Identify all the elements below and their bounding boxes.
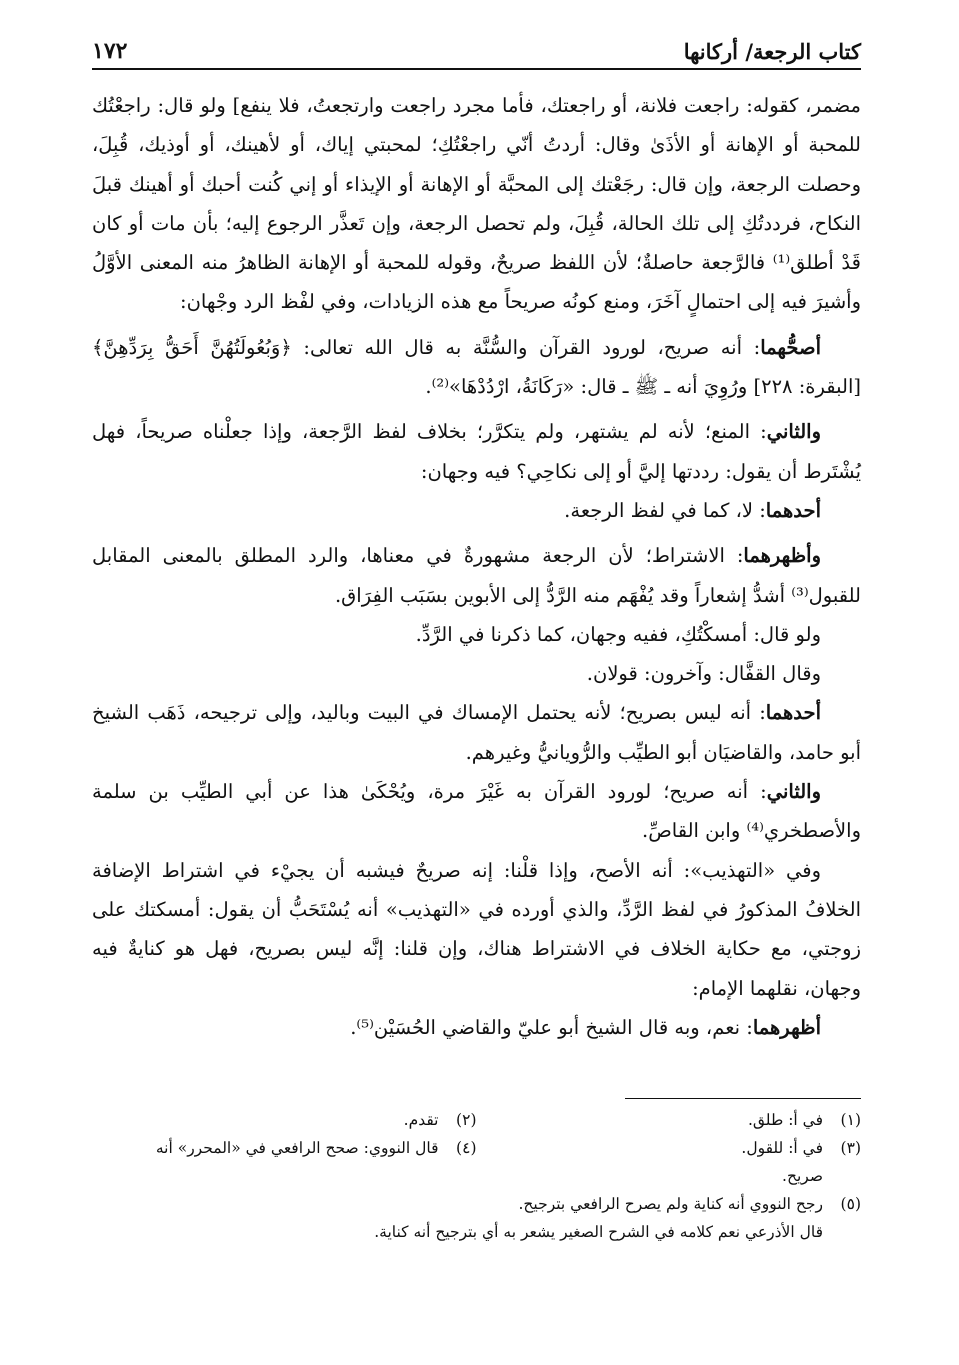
- footnote: [92, 1134, 477, 1162]
- paragraph-lead: أصحُّهما: [760, 335, 821, 359]
- footnote-row: [92, 1134, 861, 1162]
- footnote-number: (٢): [456, 1111, 477, 1129]
- paragraph-lead: أظهرهما: [752, 1015, 821, 1039]
- footnote-number: (٣): [840, 1139, 861, 1157]
- main-text: [92, 86, 861, 1047]
- paragraph-lead: أحدهما: [765, 701, 821, 725]
- paragraph: [92, 491, 861, 530]
- footnote-text: رجح النووي أنه كناية ولم يصرح الرافعي بترجيح.: [518, 1195, 823, 1213]
- footnote-continuation: صريح.: [782, 1167, 823, 1185]
- paragraph-text: : نعم، وبه قال الشيخ أبو عليّ والقاضي الحُسَيْن⁽⁵⁾.: [350, 1015, 753, 1039]
- paragraph: [92, 693, 861, 772]
- paragraph-text: : أنه ليس بصريح؛ لأنه يحتمل الإمساك في البيت وباليد، وإلى ترجيحه، ذَهَب الشيخ أبو حامد، والقاضيَان أبو الطيِّب والرُّويانيُّ وغيرهم.: [92, 701, 861, 764]
- paragraph-text: : المنع؛ لأنه لم يشتهر، ولم يتكرَّر؛ بخلاف لفظ الرَّجعة، وإذا جعلْناه صريحاً، فهل يُشْتَرط أن يقول: رددتها إليَّ أو إلى نكاحِي؟ فيه وجهان:: [92, 420, 861, 483]
- paragraph-text: : الاشتراط؛ لأن الرجعة مشهورةٌ في معناها، والرد المطلق بالمعنى المقابل للقبول⁽³⁾ أشدُّ إشعاراً وقد يُفْهَم منه الرَّدُّ إلى الأبوين بسَبَب الفِرَاق.: [92, 544, 861, 607]
- footnote-divider: [625, 1098, 861, 1099]
- chapter-title: كتاب الرجعة/ أركانها: [683, 39, 861, 64]
- paragraph: [92, 851, 861, 1008]
- paragraph: [92, 1008, 861, 1047]
- paragraph-lead: أحدهما: [765, 498, 821, 522]
- footnote-text: قال النووي: صحح الرافعي في «المحرر» أنه: [155, 1139, 439, 1157]
- paragraph: [92, 412, 861, 491]
- paragraph: [92, 615, 861, 654]
- paragraph-text: : أنه صريح؛ لورود القرآن به غَيْرَ مرة، ويُحْكَىٰ هذا عن أبي الطيِّب بن سلمة والأصطخري⁽⁴⁾ وابن القاصِّ.: [92, 780, 861, 843]
- footnote-text: في أ: طلق.: [747, 1111, 823, 1129]
- footnote-row: [92, 1106, 861, 1134]
- paragraph-lead: والثاني: [766, 780, 821, 804]
- footnote-text: تقدم.: [403, 1111, 439, 1129]
- footnote-number: (٤): [456, 1139, 477, 1157]
- paragraph: [92, 654, 861, 693]
- footnote: [477, 1134, 862, 1162]
- page-number: ١٧٢: [92, 38, 128, 64]
- paragraph-text: : أنه صريح، لورود القرآن والسُّنَّة به قال الله تعالى: ﴿وَبُعُولَتُهُنَّ أَحَقُّ بِرَدِّهِنَّ﴾ [البقرة: ٢٢٨] ورُوِيَ أنه ـ ﷺ ـ قال: «رَكَانَةُ، ارْدُدْهَا»⁽²⁾.: [92, 335, 861, 399]
- paragraph-text: ولو قال: أمسكْتُكِ، ففيه وجهان، كما ذكرنا في الرَّدِّ.: [415, 622, 821, 646]
- footnote-text: في أ: للقول.: [741, 1139, 823, 1157]
- page-header: [92, 30, 861, 70]
- footnote-number: (٥): [840, 1195, 861, 1213]
- paragraph: [92, 536, 861, 615]
- paragraph-text: وفي «التهذيب»: أنه الأصح، وإذا قلْنا: إنه صريحٌ فيشبه أن يجيْء في اشتراط الإضافة الخلافُ المذكورُ في لفظ الرَّدِّ، والذي أورده في «التهذيب» أنه يُسْتَحَبُّ أن يقول: أمسكتك على زوجتي، مع حكاية الخلاف في الاشتراط هناك، وإن قلنا: إنَّه ليس بصريح، فهل هو كنايةٌ فيه وجهان، نقلهما الإمام:: [92, 858, 861, 1000]
- footnote-row: [92, 1190, 861, 1218]
- footnote-number: (١): [840, 1111, 861, 1129]
- paragraph-text: مضمر، كقوله: راجعت فلانة، أو راجعتك، فأما مجرد راجعت وارتجعتُ، فلا ينفع] ولو قال: راجعْتُك للمحبة أو الإهانة أو الأذَىٰ وقال: أردتُ أنّي راجعْتُكِ؛ لمحبتي إياك، أو لأهينك، أو أوذيك، قُبِلَ، وحصلت الرجعة، وإن قال: رجَعْتك إلى المحبَّة أو الإهانة أو الإيذاء أو إني كُنت أحبك أو أهينك قبلَ النكاح، فرددتُكِ إلى تلك الحالة، قُبِلَ، ولم تحصل الرجعة، وإن تَعذَّر الرجوع إليه؛ بأن مات أو كان قَدْ أطلق⁽¹⁾ فالرَّجعة حاصلةٌ؛ لأن اللفظ صريحٌ، وقوله للمحبة أو الإهانة الظاهرُ منه المعنى الأوَّلُ وأشيرَ فيه إلى احتمالٍ آخَرَ، ومنع كونُه صريحاً مع هذه الزيادات، وفي لفْظ الرد وجْهان:: [92, 94, 861, 314]
- paragraph-lead: وأظهرهما: [743, 544, 821, 568]
- footnote-continuation: قال الأذرعي نعم كلامه في الشرح الصغير يشعر به أي بترجيح أنه كناية.: [374, 1223, 823, 1241]
- paragraph: [92, 772, 861, 851]
- paragraph-lead: والثاني: [766, 420, 821, 444]
- footnotes: [92, 1106, 861, 1246]
- footnote: [92, 1106, 477, 1134]
- paragraph: [92, 328, 861, 407]
- paragraph-text: : لا، كما في لفظ الرجعة.: [564, 498, 766, 522]
- footnote: [477, 1106, 862, 1134]
- paragraph: [92, 86, 861, 322]
- paragraph-text: وقال القفَّال: وآخرون: قولان.: [586, 662, 821, 686]
